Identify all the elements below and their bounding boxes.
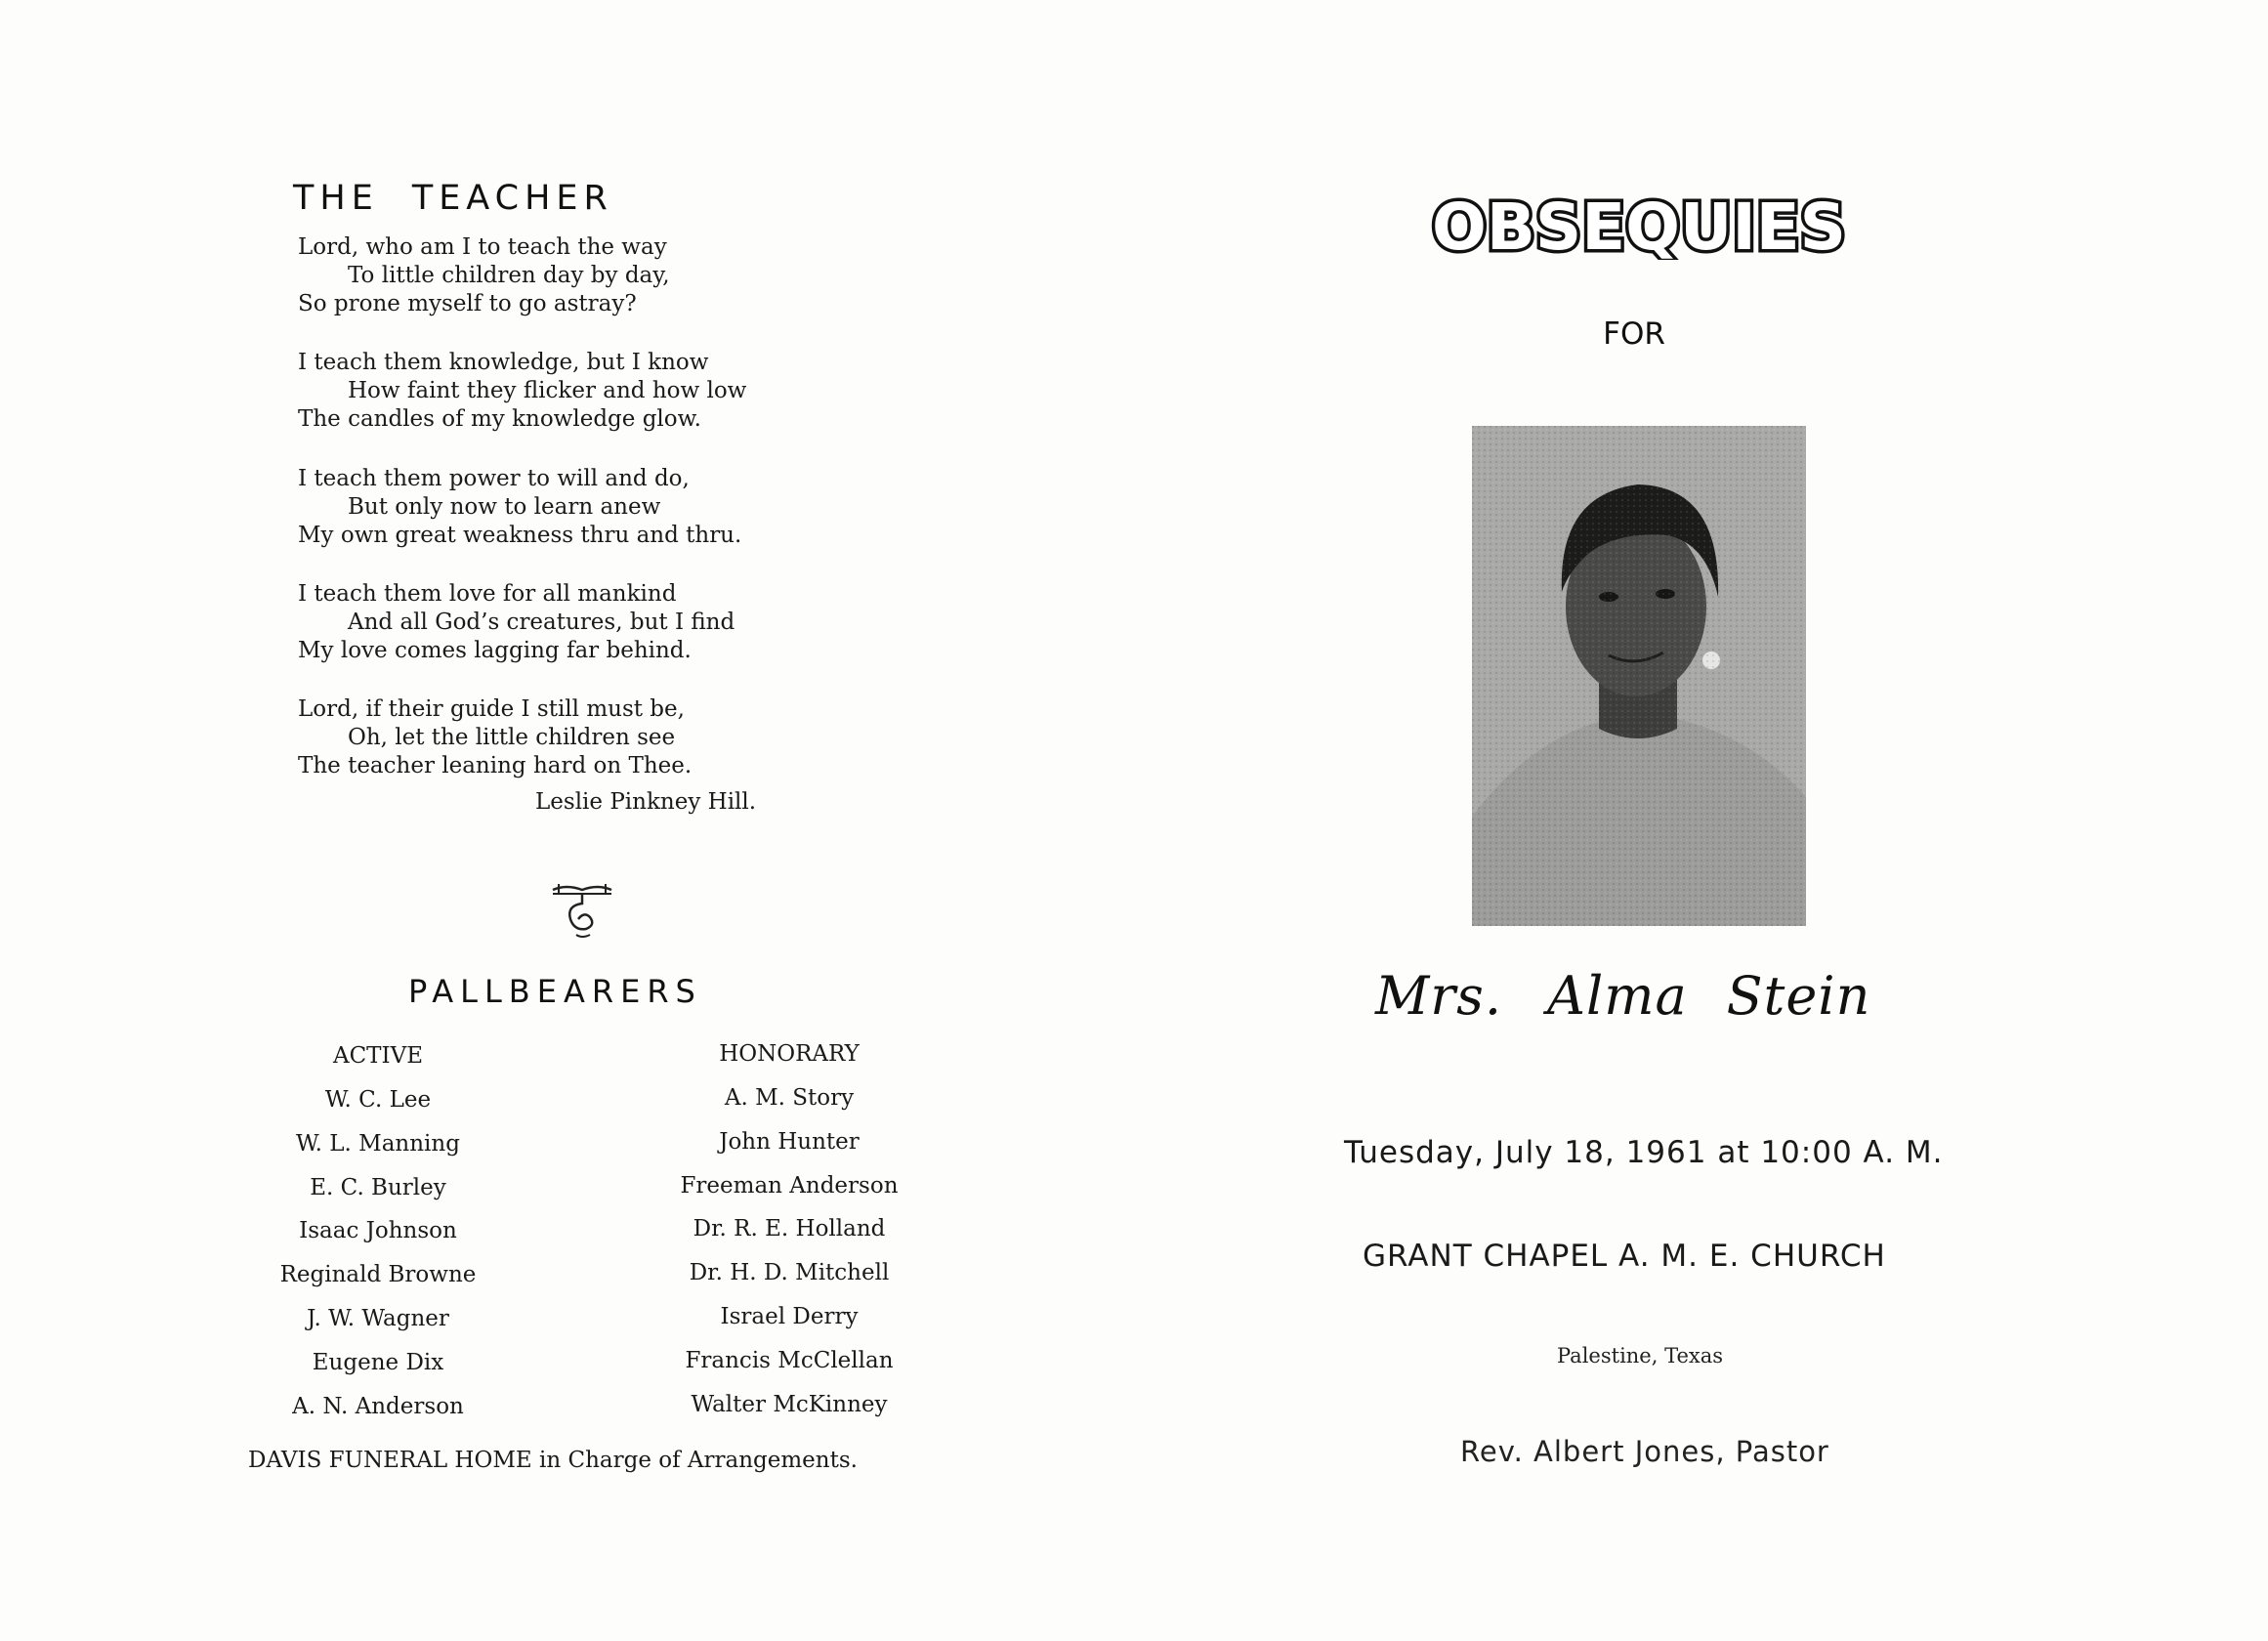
- pallbearer-name: Isaac Johnson: [299, 1218, 457, 1244]
- pallbearer-name: Dr. R. E. Holland: [693, 1216, 886, 1242]
- active-pallbearers-column: [231, 1039, 525, 1433]
- pallbearer-name: J. W. Wagner: [307, 1305, 449, 1331]
- poem-line: Lord, who am I to teach the way: [298, 234, 667, 260]
- pallbearer-name: Eugene Dix: [312, 1349, 444, 1375]
- honorary-header: HONORARY: [719, 1041, 860, 1067]
- poem-line: The teacher leaning hard on Thee.: [298, 753, 693, 778]
- portrait-photo: [1472, 426, 1806, 926]
- name-title: Mrs.: [1375, 965, 1502, 1027]
- obsequies-heading-text: OBSEQUIES: [1432, 189, 1846, 260]
- poem-stanza-5: [298, 695, 692, 780]
- poem-line: So prone myself to go astray?: [298, 291, 637, 316]
- pallbearer-name: Freeman Anderson: [680, 1172, 899, 1199]
- active-header: ACTIVE: [332, 1043, 424, 1069]
- poem-stanza-4: [298, 580, 735, 665]
- poem-title-word-1: THE: [293, 179, 379, 218]
- poem-author: Leslie Pinkney Hill.: [535, 789, 757, 815]
- poem-line: I teach them love for all mankind: [298, 581, 677, 607]
- pallbearer-name: Francis McClellan: [685, 1347, 894, 1373]
- funeral-home-note: DAVIS FUNERAL HOME in Charge of Arrangements.: [248, 1448, 858, 1473]
- obsequies-heading: [1428, 189, 1850, 260]
- pallbearer-name: Dr. H. D. Mitchell: [689, 1260, 890, 1286]
- pallbearer-name: Reginald Browne: [279, 1262, 477, 1288]
- poem-line: The candles of my knowledge glow.: [298, 406, 701, 432]
- poem-line: I teach them power to will and do,: [298, 466, 690, 491]
- ornament-icon: [547, 874, 617, 945]
- pastor-name: Rev. Albert Jones, Pastor: [1460, 1435, 1829, 1468]
- poem-stanza-1: [298, 233, 670, 318]
- poem-line: Lord, if their guide I still must be,: [298, 696, 685, 722]
- pallbearer-name: John Hunter: [719, 1128, 860, 1155]
- poem-line: How faint they flicker and how low: [348, 378, 747, 403]
- poem-line: I teach them knowledge, but I know: [298, 350, 709, 375]
- poem-line: My love comes lagging far behind.: [298, 638, 692, 663]
- poem-title-word-2: TEACHER: [411, 179, 613, 218]
- pallbearer-name: Israel Derry: [720, 1303, 859, 1329]
- service-date: Tuesday, July 18, 1961 at 10:00 A. M.: [1344, 1135, 1944, 1170]
- church-location: Palestine, Texas: [1557, 1344, 1724, 1368]
- for-label: FOR: [1603, 316, 1665, 352]
- name-first: Alma: [1546, 965, 1688, 1027]
- poem-line: To little children day by day,: [348, 263, 670, 288]
- poem-line: And all God’s creatures, but I find: [348, 610, 735, 635]
- deceased-name: [1375, 965, 1870, 1027]
- church-name: GRANT CHAPEL A. M. E. CHURCH: [1363, 1239, 1886, 1274]
- pallbearer-name: A. N. Anderson: [292, 1393, 464, 1419]
- poem-line: Oh, let the little children see: [348, 725, 676, 750]
- poem-line: My own great weakness thru and thru.: [298, 523, 742, 548]
- pallbearers-title: PALLBEARERS: [408, 973, 702, 1010]
- poem-stanza-3: [298, 465, 741, 550]
- name-last: Stein: [1726, 965, 1871, 1027]
- pallbearer-name: W. L. Manning: [296, 1130, 460, 1157]
- pallbearer-name: Walter McKinney: [691, 1391, 888, 1417]
- poem-stanza-2: [298, 349, 746, 434]
- pallbearer-name: E. C. Burley: [310, 1174, 446, 1200]
- pallbearer-name: W. C. Lee: [324, 1087, 432, 1113]
- pallbearer-name: A. M. Story: [724, 1085, 855, 1111]
- poem-line: But only now to learn anew: [348, 494, 661, 520]
- honorary-pallbearers-column: [643, 1037, 936, 1431]
- portrait-icon: [1472, 426, 1806, 926]
- poem-title: [293, 179, 613, 218]
